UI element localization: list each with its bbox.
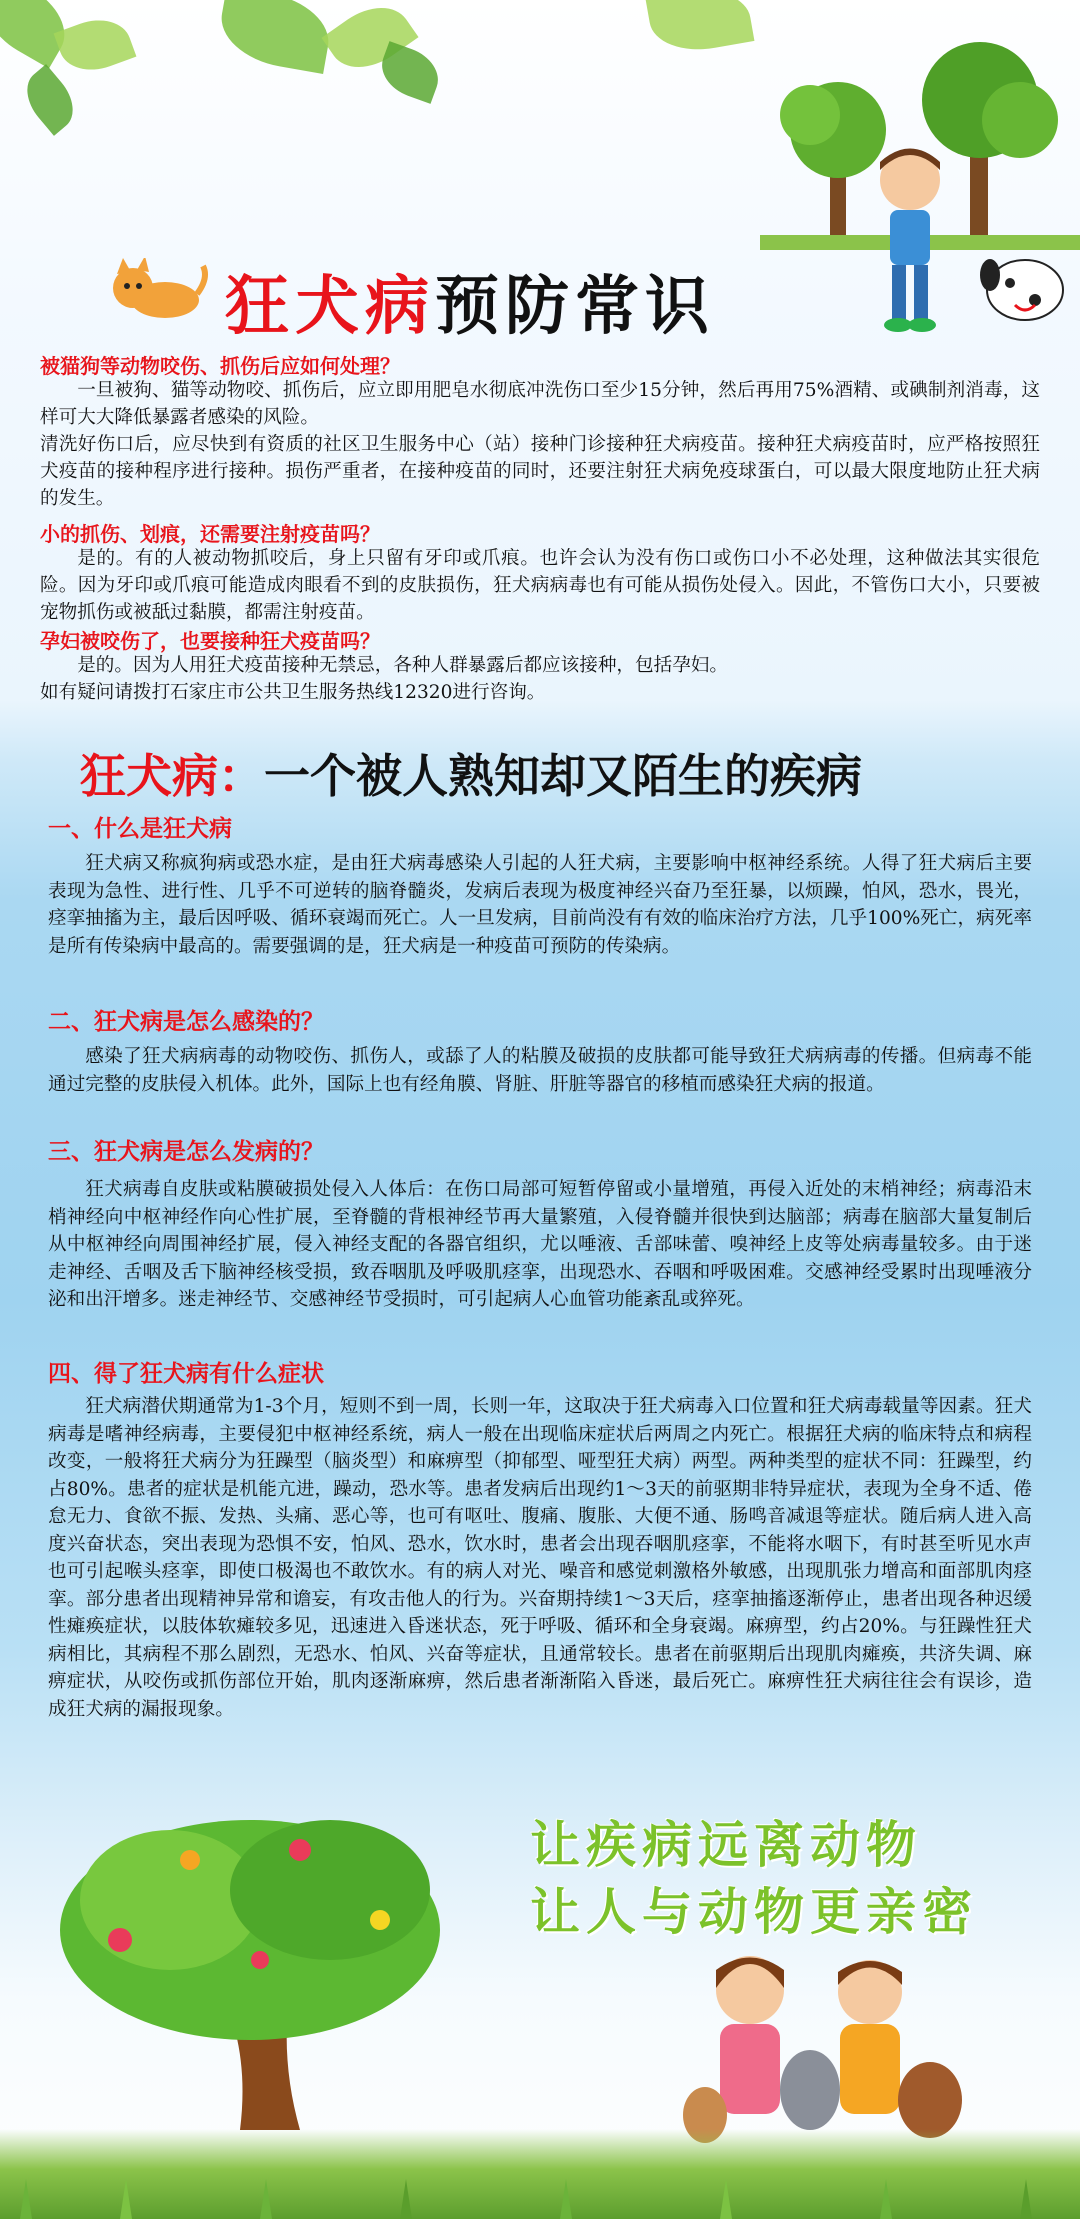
section-title bbox=[80, 740, 1040, 810]
qa-answer-2 bbox=[40, 545, 1040, 626]
section-text-2 bbox=[48, 1043, 1032, 1098]
cat-illustration bbox=[105, 258, 210, 328]
section-text-3-para: 狂犬病毒自皮肤或粘膜破损处侵入人体后：在伤口局部可短暂停留或小量增殖，再侵入近处的末梢神经；病毒沿末梢神经向中枢神经作向心性扩展，至脊髓的背根神经节再大量繁殖，入侵脊髓并很快到达脑部；病毒在脑部大量复制后从中枢神经向周围神经扩展，侵入神经支配的各器官组织，尤以唾液、舌部味蕾、嗅神经上皮等处病毒量较多。由于迷走神经、舌咽及舌下脑神经核受损，致吞咽肌及呼吸肌痉挛，出现恐水、吞咽和呼吸困难。交感神经受累时出现唾液分泌和出汗增多。迷走神经节、交感神经节受损时，可引起病人心血管功能紊乱或猝死。 bbox=[48, 1179, 1032, 1310]
section-text-4 bbox=[48, 1393, 1032, 1723]
page-title-red: 狂犬病 bbox=[225, 270, 435, 344]
qa-question-2: 小的抓伤、划痕，还需要注射疫苗吗？ bbox=[40, 522, 380, 546]
qa-question-3: 孕妇被咬伤了，也要接种狂犬疫苗吗？ bbox=[40, 629, 380, 653]
section-heading-2: 二、狂犬病是怎么感染的？ bbox=[48, 1009, 324, 1035]
qa-answer-3-para-2: 如有疑问请拨打石家庄市公共卫生服务热线12320进行咨询。 bbox=[40, 682, 546, 703]
section-heading-1: 一、什么是狂犬病 bbox=[48, 816, 232, 842]
page-title bbox=[225, 255, 865, 344]
section-title-black: 一个被人熟知却又陌生的疾病 bbox=[264, 749, 862, 803]
running-boy-illustration bbox=[860, 140, 960, 340]
section-title-red: 狂犬病： bbox=[80, 749, 264, 803]
qa-answer-2-para-1: 是的。有的人被动物抓咬后，身上只留有牙印或爪痕。也许会认为没有伤口或伤口小不必处理，这种做法其实很危险。因为牙印或爪痕可能造成肉眼看不到的皮肤损伤，狂犬病病毒也有可能从损伤处侵入。因此，不管伤口大小，只要被宠物抓伤或被舐过黏膜，都需注射疫苗。 bbox=[40, 548, 1040, 623]
section-text-1 bbox=[48, 850, 1032, 960]
qa-answer-3-para-1: 是的。因为人用狂犬疫苗接种无禁忌，各种人群暴露后都应该接种，包括孕妇。 bbox=[77, 655, 728, 676]
section-text-3 bbox=[48, 1176, 1032, 1314]
qa-answer-1 bbox=[40, 377, 1040, 512]
section-heading-4: 四、得了狂犬病有什么症状 bbox=[48, 1361, 324, 1387]
qa-answer-1-para-2: 清洗好伤口后，应尽快到有资质的社区卫生服务中心（站）接种门诊接种狂犬病疫苗。接种狂犬病疫苗时，应严格按照狂犬疫苗的接种程序进行接种。损伤严重者，在接种疫苗的同时，还要注射狂犬病免疫球蛋白，可以最大限度地防止狂犬病的发生。 bbox=[40, 434, 1040, 509]
qa-question-1: 被猫狗等动物咬伤、抓伤后应如何处理？ bbox=[40, 354, 400, 378]
section-heading-3: 三、狂犬病是怎么发病的？ bbox=[48, 1139, 324, 1165]
section-text-4-para: 狂犬病潜伏期通常为1-3个月，短则不到一周，长则一年，这取决于狂犬病毒入口位置和狂犬病毒载量等因素。狂犬病毒是嗜神经病毒，主要侵犯中枢神经系统，病人一般在出现临床症状后两周之内死亡。根据狂犬病的临床特点和病程改变，一般将狂犬病分为狂躁型（脑炎型）和麻痹型（抑郁型、哑型狂犬病）两型。两种类型的症状不同：狂躁型，约占80%。患者的症状是机能亢进，躁动，恐水等。患者发病后出现约1～3天的前驱期非特异症状，表现为全身不适、倦怠无力、食欲不振、发热、头痛、恶心等，也可有呕吐、腹痛、腹胀、大便不通、肠鸣音减退等症状。随后病人进入高度兴奋状态，突出表现为恐惧不安，怕风、恐水，饮水时，患者会出现吞咽肌痉挛，不能将水咽下，有时甚至听见水声也可引起喉头痉挛，即使口极渴也不敢饮水。有的病人对光、噪音和感觉刺激格外敏感，出现肌张力增高和面部肌肉痉挛。部分患者出现精神异常和谵妄，有攻击他人的行为。兴奋期持续1～3天后，痉挛抽搐逐渐停止，患者出现各种迟缓性瘫痪症状，以肢体软瘫较多见，迅速进入昏迷状态，死于呼吸、循环和全身衰竭。麻痹型，约占20%。与狂躁性狂犬病相比，其病程不那么剧烈，无恐水、怕风、兴奋等症状，且通常较长。患者在前驱期后出现肌肉瘫痪，共济失调、麻痹症状，从咬伤或抓伤部位开始，肌肉逐渐麻痹，然后患者渐渐陷入昏迷，最后死亡。麻痹性狂犬病往往会有误诊，造成狂犬病的漏报现象。 bbox=[48, 1396, 1032, 1720]
qa-answer-3 bbox=[40, 652, 1040, 706]
qa-answer-1-para-1: 一旦被狗、猫等动物咬、抓伤后，应立即用肥皂水彻底冲洗伤口至少15分钟，然后再用75%酒精、或碘制剂消毒，这样可大大降低暴露者感染的风险。 bbox=[40, 380, 1040, 428]
slogan-line-1: 让疾病远离动物 bbox=[530, 1816, 922, 1874]
section-text-1-para: 狂犬病又称疯狗病或恐水症，是由狂犬病毒感染人引起的人狂犬病，主要影响中枢神经系统。人得了狂犬病后主要表现为急性、进行性、几乎不可逆转的脑脊髓炎，发病后表现为极度神经兴奋乃至狂暴，以烦躁，怕风，恐水，畏光，痉挛抽搐为主，最后因呼吸、循环衰竭而死亡。人一旦发病，目前尚没有有效的临床治疗方法，几乎100%死亡，病死率是所有传染病中最高的。需要强调的是，狂犬病是一种疫苗可预防的传染病。 bbox=[48, 853, 1032, 957]
section-text-2-para: 感染了狂犬病病毒的动物咬伤、抓伤人，或舔了人的粘膜及破损的皮肤都可能导致狂犬病病毒的传播。但病毒不能通过完整的皮肤侵入机体。此外，国际上也有经角膜、肾脏、肝脏等器官的移植而感染狂犬病的报道。 bbox=[48, 1046, 1032, 1095]
page-title-black: 预防常识 bbox=[435, 270, 715, 344]
dalmatian-dog-illustration bbox=[970, 245, 1070, 335]
slogan-line-2: 让人与动物更亲密 bbox=[530, 1883, 978, 1941]
grass-decoration bbox=[0, 2129, 1080, 2219]
heart-tree-illustration bbox=[40, 1790, 500, 2150]
